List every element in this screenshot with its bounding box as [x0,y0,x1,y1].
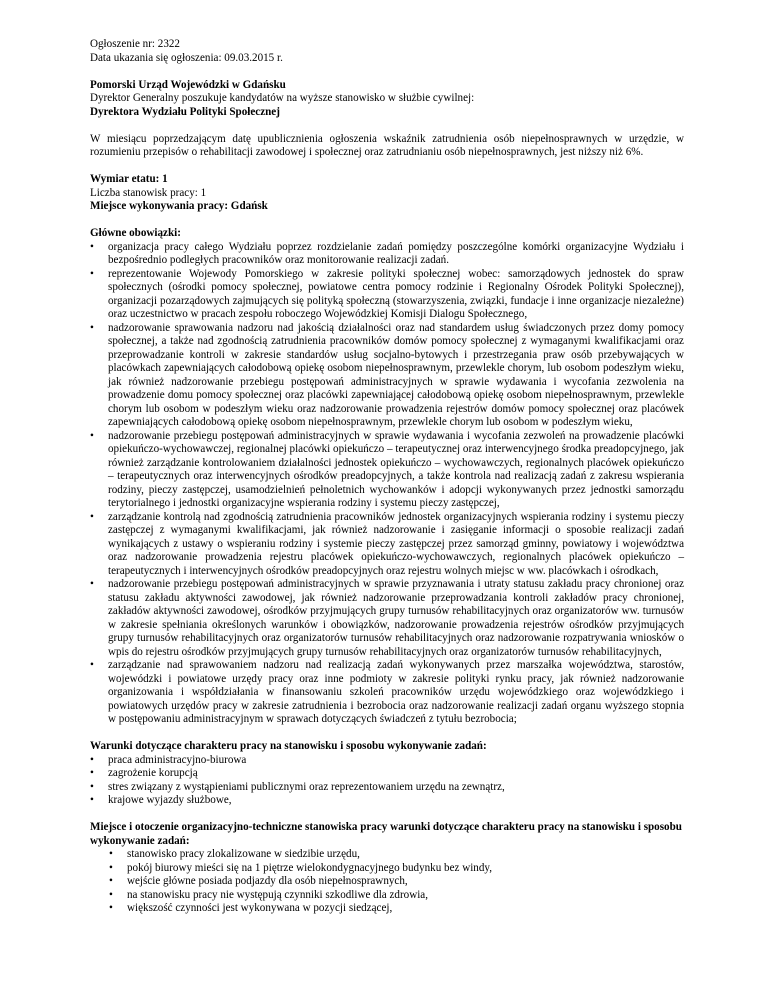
list-item: • stres związany z wystąpieniami publicznymi oraz reprezentowaniem urzędu na zewnątrz, [90,780,505,793]
bullet-icon: • [109,888,113,901]
employment-place: Miejsce wykonywania pracy: Gdańsk [90,200,268,212]
bullet-icon: • [90,753,94,766]
announcement-number: Ogłoszenie nr: 2322 [90,38,180,50]
bullet-icon: • [109,902,113,914]
bullet-icon: • [90,510,94,523]
duties-heading: Główne obowiązki: [90,227,181,239]
list-item: • pokój biurowy mieści się na 1 piętrze wielokondygnacyjnego budynku bez windy, [109,861,492,874]
organization-name: Pomorski Urząd Wojewódzki w Gdańsku [90,78,286,91]
bullet-icon: • [90,794,94,806]
list-item: • zagrożenie korupcją [90,767,198,779]
list-item: • nadzorowanie sprawowania nadzoru nad jakością działalności oraz nad standardem usług świadczonych przez domy pomocy społecznej, a także nad zgodnością zatrudnienia pracowników domów pomocy społecznej z wymaganymi kwalifikacjami oraz przeprowadzanie kontroli w zakresie standardów usług socjalno-bytowych i przestrzegania praw osób przebywających w placówkach zapewniających całodobową opiekę osobom niepełnosprawnym, przewlekle chorym, lub osobom podeszłym wieku, jak również nadzorowanie przebiegu postępowań administracyjnych w sprawie wydawania i wycofania zezwolenia na prowadzenie domu pomocy społecznej oraz placówki zapewniającej całodobową opiekę osobom niepełnosprawnym, przewlekle chorym lub osobom w podeszłym wieku oraz nadzorowanie prowadzenia rejestrów domów pomocy społecznej oraz placówek zapewniających całodobową opiekę osobom niepełnosprawnym, przewlekle chorym lub osobom w podeszłym wieku, [90,321,684,428]
list-item: • zarządzanie nad sprawowaniem nadzoru nad realizacją zadań wykonywanych przez marszałka województwa, starostów, wojewódzki i powiatowe urzędy pracy oraz inne podmioty w zakresie polityki rynku pracy, jak również nadzorowanie organizowania i współdziałania w finansowaniu szkoleń pracowników urzędu wojewódzkiego oraz wojewódzkiego i powiatowych urzędów pracy w zakresie zatrudnienia i bezrobocia oraz nadzorowanie realizacji zadań organu wyższego stopnia w postępowaniu administracyjnym w sprawach dotyczących świadczeń z tytułu bezrobocia; [90,659,684,725]
list-item: • wejście główne posiada podjazdy dla osób niepełnosprawnych, [109,875,408,887]
list-item: • praca administracyjno-biurowa [90,753,247,766]
list-item: • reprezentowanie Wojewody Pomorskiego w zakresie polityki społecznej wobec: samorządowych jednostek do spraw społecznych (ośrodki pomocy społecznej, powiatowe centra pomocy rodzinie i Regionalny Ośrodek Polityki Społecznej), organizacji pozarządowych zajmujących się polityką społeczną (stowarzyszenia, związki, fundacje i inne organizacje niezależne) oraz uczestnictwo w pracach zespołu roboczego Wojewódzkiej Komisji Dialogu Społecznego, [90,267,684,320]
employment-count: Liczba stanowisk pracy: 1 [90,186,207,199]
duties-list [90,241,684,727]
conditions-list [90,754,684,808]
publication-date: Data ukazania się ogłoszenia: 09.03.2015 r. [90,51,283,64]
bullet-icon: • [90,240,94,253]
list-item: • krajowe wyjazdy służbowe, [90,794,232,806]
bullet-icon: • [90,267,94,280]
environment-heading: Miejsce i otoczenie organizacyjno-techniczne stanowiska pracy warunki dotyczące charakteru pracy na stanowisku i sposobu wykonywanie zadań: [90,821,682,847]
bullet-icon: • [90,767,94,779]
list-item: • nadzorowanie przebiegu postępowań administracyjnych w sprawie wydawania i wycofania zezwoleń na prowadzenie placówki opiekuńczo-wychowawczej, regionalnej placówki opiekuńczo – terapeutycznej oraz interwencyjnego środka preadopcyjnego, jak również zarządzanie kontrolowaniem działalności jednostek opiekuńczo – wychowawczych, regionalnych placówek opiekuńczo – terapeutycznych oraz interwencyjnych ośrodków preadopcyjnych, a także kontrola nad realizacją zadań z zakresu wspierania rodziny, pieczy zastępczej, usamodzielnień pełnoletnich wychowanków i adopcji wykonywanych przez jednostki samorządu terytorialnego i jednostki organizacyjne wspierania rodziny i systemu pieczy zastępczej, [90,429,684,509]
bullet-icon: • [109,875,113,887]
list-item: • większość czynności jest wykonywana w pozycji siedzącej, [109,902,393,914]
list-item: • organizacja pracy całego Wydziału poprzez rozdzielanie zadań pomiędzy poszczególne komórki organizacyjne Wydziału i bezpośrednio podległych pracowników oraz monitorowanie realizacji zadań. [90,240,684,266]
bullet-icon: • [90,578,94,590]
employment-etat: Wymiar etatu: 1 [90,173,168,185]
bullet-icon: • [109,848,113,860]
conditions-heading: Warunki dotyczące charakteru pracy na stanowisku i sposobu wykonywanie zadań: [90,740,487,752]
list-item: • nadzorowanie przebiegu postępowań administracyjnych w sprawie przyznawania i utraty statusu zakładu pracy chronionej oraz statusu zakładu aktywności zawodowej, jak również nadzorowanie przeprowadzania kontroli zakładów pracy chronionej, zakładów aktywności zawodowej, ośrodków przyjmujących grupy turnusów rehabilitacyjnych oraz organizatorów ww. turnusów w zakresie spełniania określonych warunków i obowiązków, nadzorowanie prowadzenia rejestrów ośrodków przyjmujących grupy turnusów rehabilitacyjnych oraz organizatorów turnusów rehabilitacyjnych oraz nadzorowanie rozpatrywania wniosków o wpis do rejestru ośrodków przyjmujących grupy turnusów rehabilitacyjnych oraz organizatorów turnusów rehabilitacyjnych, [90,578,684,658]
list-item: • na stanowisku pracy nie występują czynniki szkodliwe dla zdrowia, [109,888,428,901]
position-title: Dyrektora Wydziału Polityki Społecznej [90,105,280,118]
bullet-icon: • [90,321,94,334]
list-item: • zarządzanie kontrolą nad zgodnością zatrudnienia pracowników jednostek organizacyjnych wspierania rodziny i systemu pieczy zastępczej z wymaganymi kwalifikacjami, jak również nadzorowanie i zasięganie informacji o sposobie realizacji zadań wynikających z ustawy o wspieraniu rodziny i systemie pieczy zastępczej przez samorząd gminny, powiatowy i województwa oraz nadzorowanie prowadzenia rejestru placówek opiekuńczo-wychowawczych, regionalnych placówek opiekuńczo – terapeutycznych i interwencyjnych ośrodków preadopcyjnych oraz rejestru wolnych miejsc w ww. placówkach i ośrodkach, [90,510,684,577]
bullet-icon: • [90,780,94,793]
organization-intro: Dyrektor Generalny poszukuje kandydatów na wyższe stanowisko w służbie cywilnej: [90,92,475,104]
list-item: • stanowisko pracy zlokalizowane w siedzibie urzędu, [109,848,360,860]
bullet-icon: • [90,659,94,671]
disability-note: W miesiącu poprzedzającym datę upublicznienia ogłoszenia wskaźnik zatrudnienia osób niepełnosprawnych w urzędzie, w rozumieniu przepisów o rehabilitacji zawodowej i społecznej oraz zatrudnianiu osób niepełnosprawnych, jest niższy niż 6%. [90,132,684,158]
environment-list [90,848,684,916]
bullet-icon: • [109,861,113,874]
bullet-icon: • [90,429,94,442]
